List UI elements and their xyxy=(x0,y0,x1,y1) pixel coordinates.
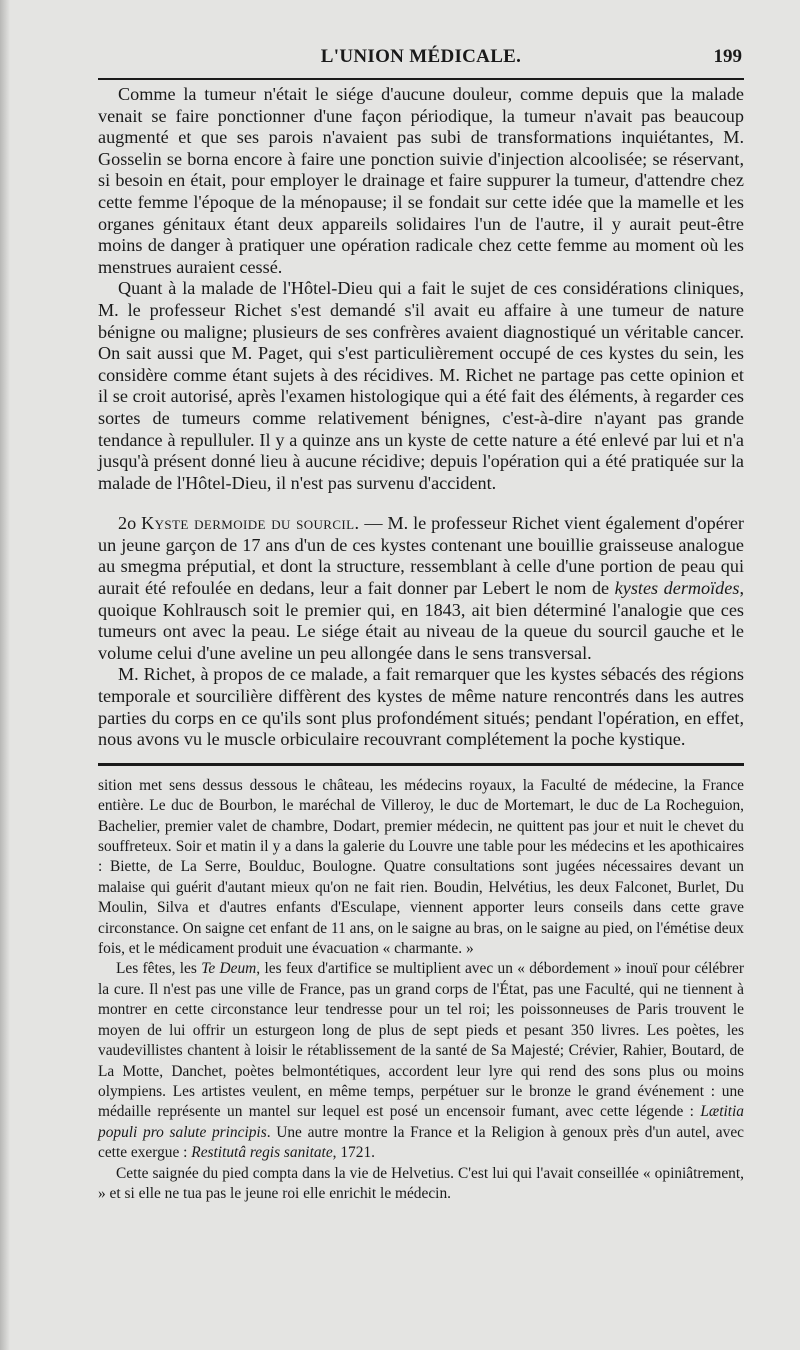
section-heading: Kyste dermoide du sourcil. xyxy=(141,513,360,534)
section-paragraph xyxy=(98,513,744,664)
paragraph: Comme la tumeur n'était le siége d'aucune douleur, comme depuis que la malade venait se faire ponctionner d'une façon périodique, la tumeur n'avait pas beaucoup augmenté et que ses parois n'avaient pas subi de transformations inquiétantes, M. Gosselin se borna encore à faire une ponction suivie d'injection alcoolisée; se réservant, si besoin en était, pour employer le drainage et faire suppurer la tumeur, d'attendre chez cette femme l'époque de la ménopause; il se fondait sur cette idée que la mamelle et les organes génitaux étant deux appareils solidaires l'un de l'autre, il y aurait peut-être moins de danger à pratiquer une opération radicale chez cette femme au moment où les menstrues auraient cessé. xyxy=(98,84,744,277)
page-number: 199 xyxy=(713,46,742,67)
footnote-text-run: . Une autre montre la France et la Religion à genoux près d'un autel, avec cette exergue : xyxy=(98,1123,744,1162)
footnote-rule xyxy=(98,763,744,766)
section-text: — M. le professeur Richet vient également d'opérer un jeune garçon de 17 ans d'un de ces kystes contenant une bouillie graisseuse analogue au smegma préputial, et dont la structure, ressemblant à celle d'une portion de peau qui aurait été refoulée en dedans, leur a fait donner par Lebert le nom de xyxy=(98,513,744,599)
footnote-paragraph: Cette saignée du pied compta dans la vie de Helvetius. C'est lui qui l'avait conseillée « opiniâtrement, » et si elle ne tua pas le jeune roi elle enrichit le médecin. xyxy=(98,1164,744,1202)
paragraph: Quant à la malade de l'Hôtel-Dieu qui a fait le sujet de ces considérations cliniques, M. le professeur Richet s'est demandé s'il avait eu affaire à une tumeur de nature bénigne ou maligne; plusieurs de ses confrères avaient diagnostiqué un véritable cancer. On sait aussi que M. Paget, qui s'est particulièrement occupé de ces kystes du sein, les considère comme étant sujets à des récidives. M. Richet ne partage pas cette opinion et il se croit autorisé, après l'examen histologique qui a été fait des éléments, à regarder ces sortes de tumeurs comme relativement bénignes, c'est-à-dire n'ayant pas grande tendance à repulluler. Il y a quinze ans un kyste de cette nature a été enlevé par lui et n'a jusqu'à présent donné lieu à aucune récidive; depuis l'opération qui a été pratiquée sur la malade de l'Hôtel-Dieu, il n'est pas survenu d'accident. xyxy=(98,278,744,493)
footnote-text-run: Les fêtes, les xyxy=(116,960,202,978)
header-rule xyxy=(98,78,744,80)
running-title: L'UNION MÉDICALE. xyxy=(320,46,522,67)
italic-term: Restitutâ regis sanitate xyxy=(191,1144,333,1162)
footnote-paragraph: sition met sens dessus dessous le château, les médecins royaux, la Faculté de médecine, la France entière. Le duc de Bourbon, le maréchal de Villeroy, le duc de Mortemart, le duc de La Rocheguion, Bachelier, premier valet de chambre, Dodart, premier médecin, ne quittent pas jour et nuit le chevet du souffreteux. Soir et matin il y a dans la galerie du Louvre une table pour les médecins et les apothicaires : Biette, de La Serre, Boulduc, Boulogne. Quatre consultations sont jugées nécessaires devant un malaise qui guérit d'autant mieux qu'on ne fait rien. Boudin, Helvétius, les deux Falconet, Burlet, Du Moulin, Silva et d'autres enfants d'Esculape, viennent apporter leurs conseils dans cette grave circonstance. On saigne cet enfant de 11 ans, on le saigne au bras, on le saigne au pied, on l'émétise deux fois, et le médicament produit une évacuation « charmante. » xyxy=(98,776,744,958)
footnote-text xyxy=(98,776,744,1205)
footnote-text-run: , les feux d'artifice se multiplient avec un « débordement » inouï pour célébrer la cure. Il n'est pas une ville de France, pas un grand corps de l'État, pas une Faculté, qui ne tiennent à montrer en cette circonstance leur tendresse pour un tel roi; les poissonneuses de Paris trouvent le moyen de lui offrir un esturgeon long de plus de sept pieds et pesant 350 livres. Les poètes, les vaudevillistes chantent à loisir le rétablissement de la santé de Sa Majesté; Crévier, Rahier, Boutard, de La Motte, Danchet, poètes belmontétiques, accordent leur lyre qui rend des sons plus ou moins olympiens. Les artistes veulent, en même temps, perpétuer sur le bronze le grand événement : une médaille représente un mantel sur lequel est posé un encensoir fumant, avec cette légende : xyxy=(98,960,744,1121)
page-header xyxy=(98,0,744,78)
main-text xyxy=(98,84,744,751)
page-spine-shadow xyxy=(0,0,10,1350)
footnote-text-run: , 1721. xyxy=(332,1144,375,1162)
section-text: , quoique Kohlrausch soit le premier qui, en 1843, ait bien déterminé l'analogie que ces tumeurs ont avec la peau. Le siége était au niveau de la queue du sourcil gauche et le volume celui d'une aveline un peu allongée dans le sens transversal. xyxy=(98,578,744,663)
italic-term: Lætitia populi pro salute principis xyxy=(98,1103,744,1141)
footnote-paragraph xyxy=(98,959,744,1163)
paragraph: M. Richet, à propos de ce malade, a fait remarquer que les kystes sébacés des régions temporale et sourcilière diffèrent des kystes de même nature rencontrés dans les autres parties du corps en ce qu'ils sont plus profondément situés; pendant l'opération, en effet, nous avons vu le muscle orbiculaire recouvrant complétement la poche kystique. xyxy=(98,664,744,750)
section-number: 2o xyxy=(118,513,137,534)
italic-term: kystes dermoïdes xyxy=(614,578,740,599)
section-gap xyxy=(98,494,744,513)
italic-term: Te Deum xyxy=(201,960,257,978)
